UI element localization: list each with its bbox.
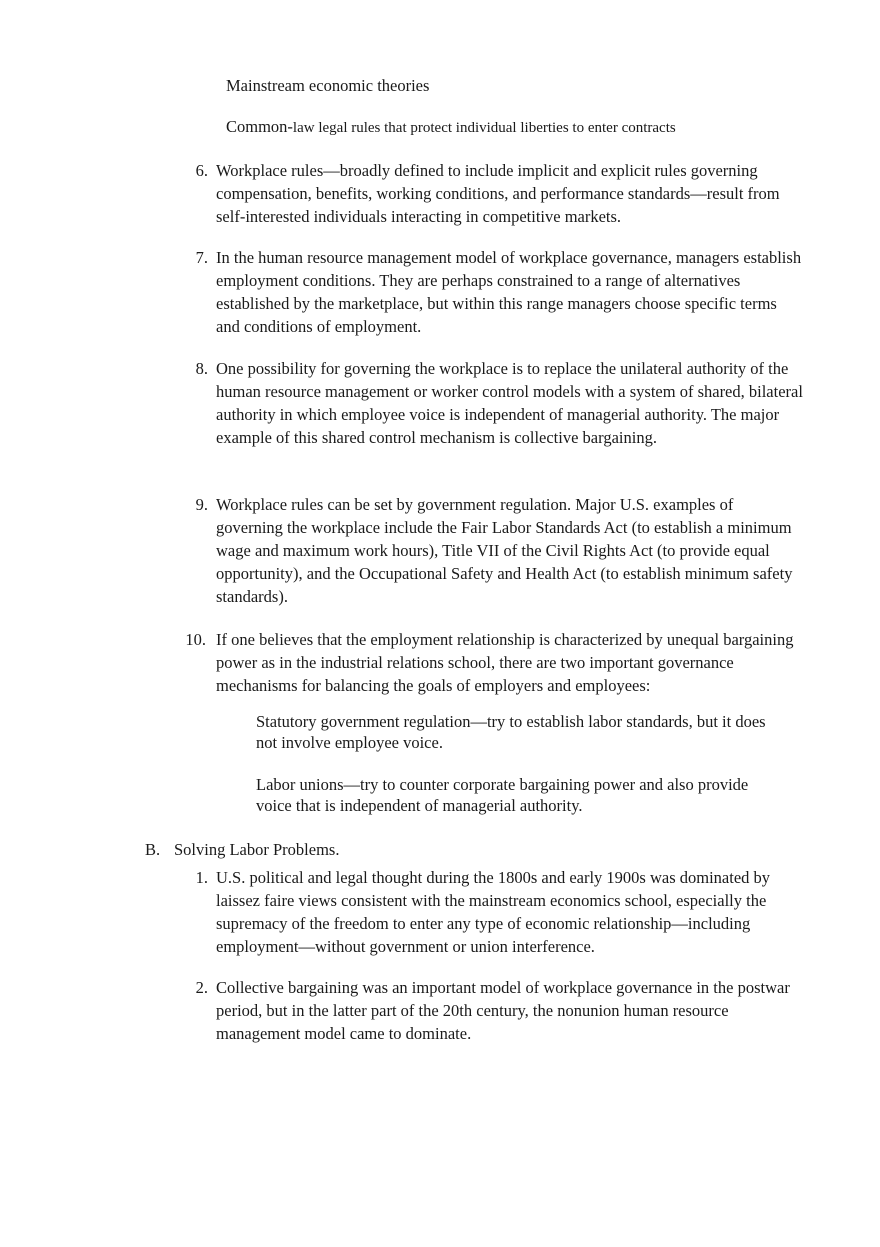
list-item-6 [178, 159, 803, 228]
intro-line-mainstream-theories: Mainstream economic theories [226, 76, 430, 95]
list-item-7 [178, 246, 803, 338]
list-item-number: 7. [195, 248, 208, 267]
intro-line-common-law-rules [226, 116, 676, 139]
section-title: Solving Labor Problems. [174, 840, 340, 859]
list-item-number: 2. [195, 978, 208, 997]
list-item-text: One possibility for governing the workplace is to replace the unilateral authority of the human resource management or worker control models with a system of shared, bilateral authority in which employee voice is independent of managerial authority. The major example of this shared control mechanism is collective bargaining. [216, 359, 803, 447]
list-item-8 [178, 357, 803, 449]
list-item-9 [178, 493, 803, 608]
list-item-text: Collective bargaining was an important model of workplace governance in the postwar period, but in the latter part of the 20th century, the nonunion human resource management model came to dominate. [216, 978, 790, 1043]
sub-item-statutory-regulation: Statutory government regulation—try to establish labor standards, but it does not involve employee voice. [256, 712, 766, 752]
section-heading-b [145, 839, 339, 861]
list-item-text: In the human resource management model of workplace governance, managers establish employment conditions. They are perhaps constrained to a range of alternatives established by the marketplace, but within this range managers choose specific terms and conditions of employment. [216, 248, 802, 336]
list-item-text: If one believes that the employment relationship is characterized by unequal bargaining power as in the industrial relations school, there are two important governance mechanisms for balancing the goals of employers and employees: [216, 630, 794, 695]
section-letter: B. [145, 840, 161, 859]
intro-line-rest: law legal rules that protect individual liberties to enter contracts [292, 120, 676, 136]
list-item-text: Workplace rules—broadly defined to include implicit and explicit rules governing compensation, benefits, working conditions, and performance standards—result from self-interested individuals interacting in competitive markets. [216, 161, 780, 226]
list-item-10 [178, 628, 803, 697]
list-item-text: U.S. political and legal thought during the 1800s and early 1900s was dominated by laissez faire views consistent with the mainstream economics school, especially the supremacy of the freedom to enter any type of economic relationship—including employment—without government or union interference. [216, 868, 771, 956]
list-item-number: 10. [185, 630, 206, 649]
list-item-text: Workplace rules can be set by government regulation. Major U.S. examples of governing the workplace include the Fair Labor Standards Act (to establish a minimum wage and maximum work hours), Title VII of the Civil Rights Act (to provide equal opportunity), and the Occupational Safety and Health Act (to establish minimum safety standards). [216, 495, 793, 606]
list-item-number: 1. [195, 868, 208, 887]
sub-item-labor-unions: Labor unions—try to counter corporate bargaining power and also provide voice that is independent of managerial authority. [256, 775, 749, 815]
intro-line-lead: Common- [226, 117, 293, 136]
list-item-b2 [178, 976, 803, 1045]
list-item-b1 [178, 866, 803, 958]
list-item-number: 9. [195, 495, 208, 514]
list-item-number: 6. [195, 161, 208, 180]
list-item-number: 8. [195, 359, 208, 378]
